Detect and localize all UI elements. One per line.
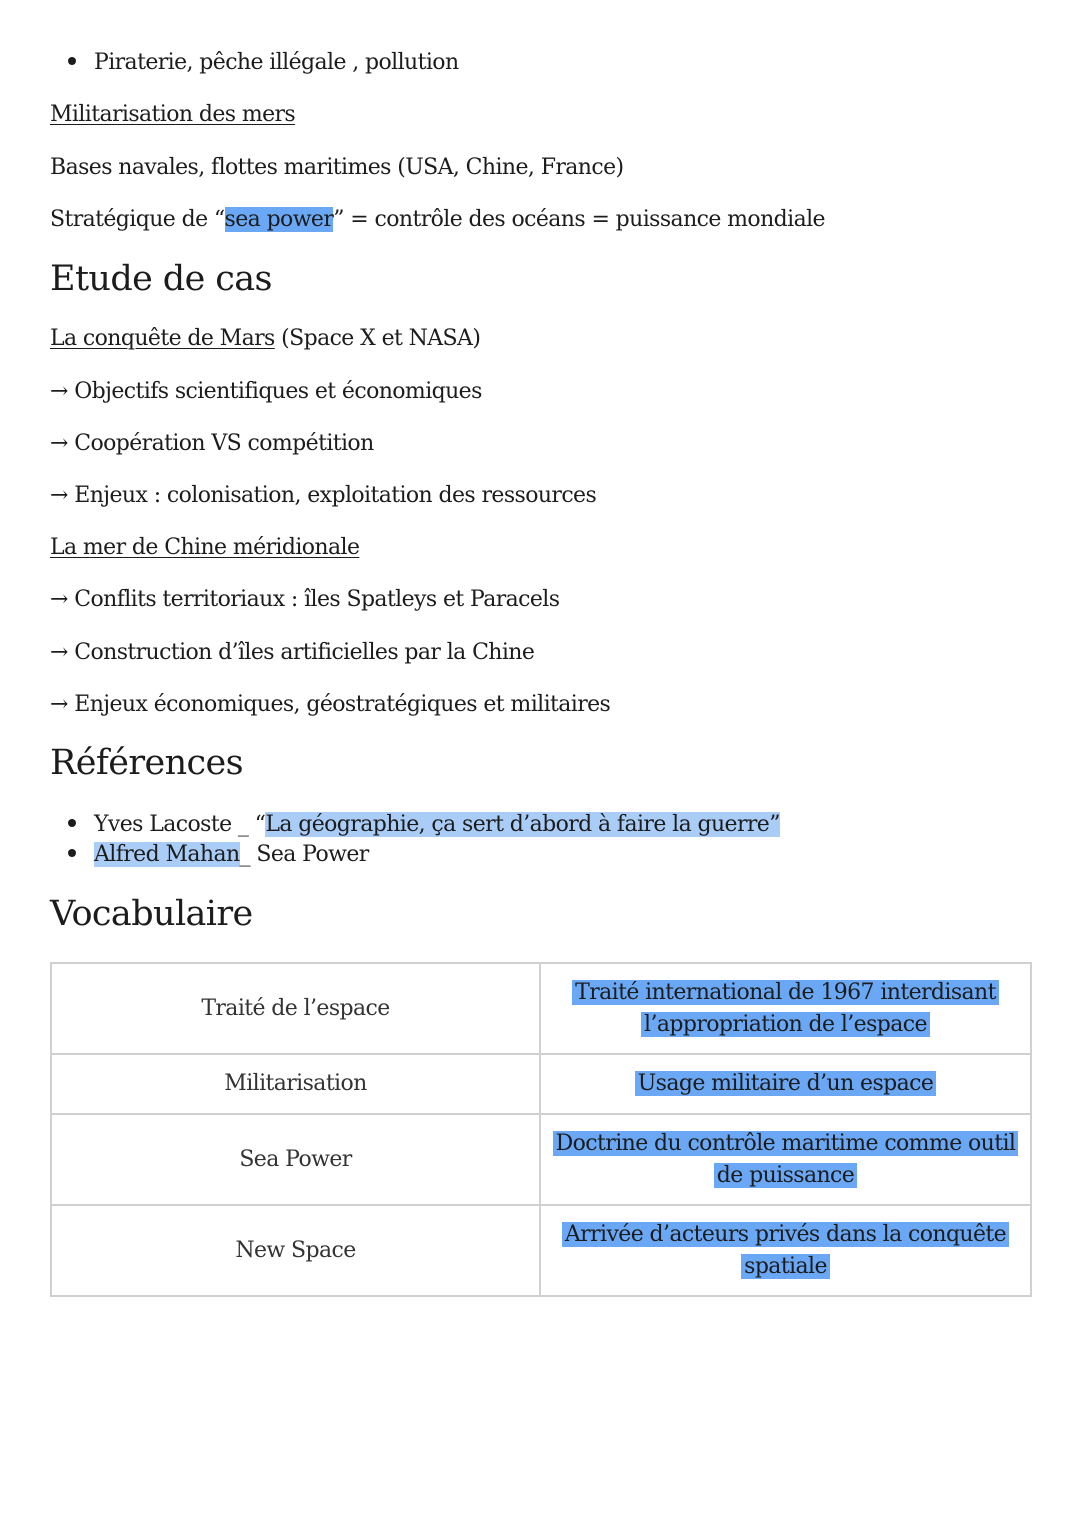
list-item bbox=[50, 810, 780, 840]
arrow-item bbox=[50, 377, 482, 407]
vocabulary-table bbox=[50, 962, 1032, 1297]
highlighted-quote: La géographie, ça sert d’abord à faire la guerre bbox=[265, 812, 770, 837]
arrow-item bbox=[50, 638, 534, 668]
table-row bbox=[51, 963, 1031, 1054]
text-fragment: ” = contrôle des océans = puissance mondiale bbox=[333, 207, 825, 232]
highlighted-author: Alfred Mahan bbox=[94, 842, 240, 867]
arrow-item bbox=[50, 690, 610, 720]
definition-cell bbox=[540, 1205, 1031, 1296]
quote-end: ” bbox=[769, 812, 780, 837]
section-heading: Vocabulaire bbox=[50, 894, 253, 934]
paragraph: Bases navales, flottes maritimes (USA, Chine, France) bbox=[50, 155, 624, 180]
list-item bbox=[50, 840, 369, 870]
definition-cell bbox=[540, 1054, 1031, 1114]
arrow-item bbox=[50, 481, 596, 511]
arrow-icon: → bbox=[50, 692, 68, 717]
table-row bbox=[51, 1205, 1031, 1296]
arrow-icon: → bbox=[50, 640, 68, 665]
term-cell: Sea Power bbox=[51, 1114, 540, 1205]
table-row bbox=[51, 1114, 1031, 1205]
term-cell: Militarisation bbox=[51, 1054, 540, 1114]
arrow-icon: → bbox=[50, 431, 68, 456]
arrow-item bbox=[50, 429, 374, 459]
arrow-item-text: Construction d’îles artificielles par la Chine bbox=[74, 640, 535, 665]
arrow-icon: → bbox=[50, 587, 68, 612]
term-cell: Traité de l’espace bbox=[51, 963, 540, 1054]
arrow-item-text: Enjeux économiques, géostratégiques et militaires bbox=[74, 692, 611, 717]
highlighted-definition: Traité international de 1967 interdisant l’appropriation de l’espace bbox=[572, 980, 999, 1037]
bullet-dot bbox=[68, 819, 76, 827]
reference-author: Yves Lacoste _ “ bbox=[94, 812, 266, 837]
case-suffix: (Space X et NASA) bbox=[274, 326, 481, 351]
term-cell: New Space bbox=[51, 1205, 540, 1296]
highlighted-text: sea power bbox=[224, 207, 334, 232]
bullet-dot bbox=[68, 57, 76, 65]
arrow-item bbox=[50, 585, 559, 615]
table-row bbox=[51, 1054, 1031, 1114]
definition-cell bbox=[540, 963, 1031, 1054]
section-heading: Etude de cas bbox=[50, 259, 272, 299]
section-heading: Références bbox=[50, 743, 243, 783]
arrow-item-text: Enjeux : colonisation, exploitation des ressources bbox=[74, 483, 597, 508]
arrow-item-text: Coopération VS compétition bbox=[74, 431, 374, 456]
case-title: La conquête de Mars bbox=[50, 326, 275, 351]
arrow-icon: → bbox=[50, 379, 68, 404]
section-subheading: Militarisation des mers bbox=[50, 102, 296, 127]
definition-cell bbox=[540, 1114, 1031, 1205]
list-item bbox=[50, 48, 459, 78]
highlighted-definition: Usage militaire d’un espace bbox=[635, 1071, 937, 1096]
highlighted-definition: Arrivée d’acteurs privés dans la conquête spatiale bbox=[562, 1222, 1009, 1279]
case-title: La mer de Chine méridionale bbox=[50, 535, 360, 560]
bullet-dot bbox=[68, 849, 76, 857]
arrow-item-text: Conflits territoriaux : îles Spatleys et Paracels bbox=[74, 587, 560, 612]
highlighted-definition: Doctrine du contrôle maritime comme outil de puissance bbox=[553, 1131, 1019, 1188]
reference-text: _ Sea Power bbox=[239, 842, 369, 867]
paragraph bbox=[50, 205, 825, 235]
bullet-text: Piraterie, pêche illégale , pollution bbox=[94, 50, 459, 75]
case-heading bbox=[50, 324, 480, 354]
text-fragment: Stratégique de “ bbox=[50, 207, 225, 232]
arrow-item-text: Objectifs scientifiques et économiques bbox=[74, 379, 482, 404]
arrow-icon: → bbox=[50, 483, 68, 508]
